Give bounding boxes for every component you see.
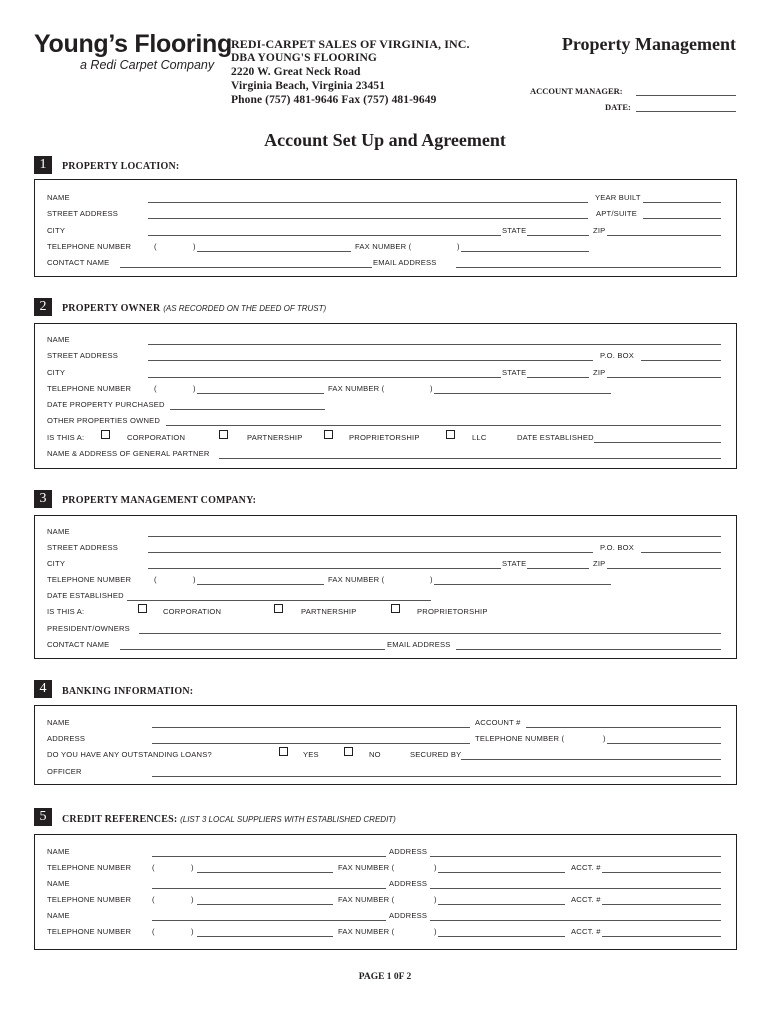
section-2-note: (AS RECORDED ON THE DEED OF TRUST) — [163, 304, 327, 313]
s1-email-field[interactable] — [456, 267, 721, 268]
s3-date-est-field[interactable] — [127, 600, 431, 601]
s5-ref3-acct-field[interactable] — [602, 936, 721, 937]
section-4-title: BANKING INFORMATION: — [62, 686, 194, 697]
s5-ref3-fax-label: FAX NUMBER ( — [338, 927, 395, 936]
s4-name-label: NAME — [47, 718, 70, 727]
s4-account-label: ACCOUNT # — [475, 718, 521, 727]
s5-ref3-fax-field[interactable] — [438, 936, 565, 937]
s3-phone-paren-open: ( — [154, 575, 157, 584]
s5-ref2-phone-paren-close: ) — [191, 895, 194, 904]
s1-phone-label: TELEPHONE NUMBER — [47, 242, 132, 251]
s2-pobox-field[interactable] — [641, 360, 721, 361]
s5-ref3-fax-paren-close: ) — [434, 927, 437, 936]
s2-corporation-checkbox[interactable] — [101, 430, 110, 439]
date-field[interactable] — [636, 111, 736, 112]
brand-name: Young’s Flooring — [34, 30, 232, 58]
s4-account-field[interactable] — [526, 727, 721, 728]
s3-phone-paren-close: ) — [193, 575, 196, 584]
s5-ref1-phone-paren-open: ( — [152, 863, 155, 872]
s5-ref1-phone-field[interactable] — [197, 872, 333, 873]
s1-year-built-label: YEAR BUILT — [595, 193, 641, 202]
s5-ref3-address-label: ADDRESS — [389, 911, 428, 920]
s2-name-label: NAME — [47, 335, 70, 344]
company-dba: DBA YOUNG'S FLOORING — [231, 52, 377, 64]
s4-no-checkbox[interactable] — [344, 747, 353, 756]
s5-ref2-name-field[interactable] — [152, 888, 386, 889]
s1-year-built-field[interactable] — [643, 202, 721, 203]
s3-corporation-label: CORPORATION — [163, 607, 222, 616]
section-3-title: PROPERTY MANAGEMENT COMPANY: — [62, 495, 257, 506]
s5-ref2-fax-field[interactable] — [438, 904, 565, 905]
section-1-number: 1 — [34, 156, 52, 174]
s3-state-field[interactable] — [527, 568, 589, 569]
s4-name-field[interactable] — [152, 727, 470, 728]
s5-ref2-phone-label: TELEPHONE NUMBER — [47, 895, 132, 904]
s3-contact-label: CONTACT NAME — [47, 640, 110, 649]
section-1-title: PROPERTY LOCATION: — [62, 161, 180, 172]
s2-date-purchased-field[interactable] — [170, 409, 325, 410]
s5-ref3-name-label: NAME — [47, 911, 70, 920]
s2-fax-label: FAX NUMBER ( — [328, 384, 385, 393]
s4-secured-label: SECURED BY — [410, 750, 462, 759]
s5-ref1-acct-label: ACCT. # — [571, 863, 601, 872]
s2-gen-partner-field[interactable] — [219, 458, 721, 459]
s5-ref2-fax-paren-close: ) — [434, 895, 437, 904]
s4-secured-field[interactable] — [461, 759, 721, 760]
s1-phone-field[interactable] — [197, 251, 351, 252]
s2-llc-label: LLC — [472, 433, 487, 442]
s3-zip-field[interactable] — [607, 568, 721, 569]
section-2-title-text: PROPERTY OWNER — [62, 303, 161, 314]
s5-ref2-phone-paren-open: ( — [152, 895, 155, 904]
s3-city-field[interactable] — [148, 568, 501, 569]
s2-street-label: STREET ADDRESS — [47, 351, 119, 360]
s3-phone-field[interactable] — [197, 584, 324, 585]
account-manager-field[interactable] — [636, 95, 736, 96]
s5-ref3-phone-paren-close: ) — [191, 927, 194, 936]
s3-fax-field[interactable] — [434, 584, 611, 585]
s4-phone-label: TELEPHONE NUMBER ( — [475, 734, 565, 743]
s5-ref3-phone-label: TELEPHONE NUMBER — [47, 927, 132, 936]
s4-yes-checkbox[interactable] — [279, 747, 288, 756]
s5-ref1-fax-field[interactable] — [438, 872, 565, 873]
s2-partnership-checkbox[interactable] — [219, 430, 228, 439]
company-street: 2220 W. Great Neck Road — [231, 66, 361, 78]
s5-ref1-fax-paren-close: ) — [434, 863, 437, 872]
s2-state-field[interactable] — [527, 377, 589, 378]
s1-state-field[interactable] — [527, 235, 589, 236]
s5-ref2-acct-label: ACCT. # — [571, 895, 601, 904]
s1-fax-field[interactable] — [461, 251, 589, 252]
section-5-title-text: CREDIT REFERENCES: — [62, 814, 178, 825]
s5-ref1-acct-field[interactable] — [602, 872, 721, 873]
s5-ref3-phone-paren-open: ( — [152, 927, 155, 936]
section-3-number: 3 — [34, 490, 52, 508]
s2-other-props-field[interactable] — [166, 425, 721, 426]
brand-tagline: a Redi Carpet Company — [80, 58, 215, 72]
s2-proprietorship-label: PROPRIETORSHIP — [349, 433, 420, 442]
s5-ref1-fax-label: FAX NUMBER ( — [338, 863, 395, 872]
company-city: Virginia Beach, Virginia 23451 — [231, 80, 385, 92]
s2-city-label: CITY — [47, 368, 66, 377]
s2-street-field[interactable] — [148, 360, 593, 361]
s5-ref3-phone-field[interactable] — [197, 936, 333, 937]
section-4-number: 4 — [34, 680, 52, 698]
s4-officer-label: OFFICER — [47, 767, 82, 776]
s3-phone-label: TELEPHONE NUMBER — [47, 575, 132, 584]
s1-name-label: NAME — [47, 193, 70, 202]
s1-phone-paren-close: ) — [193, 242, 196, 251]
s3-proprietorship-checkbox[interactable] — [391, 604, 400, 613]
s2-state-label: STATE — [502, 368, 527, 377]
s5-ref1-name-field[interactable] — [152, 856, 386, 857]
s3-proprietorship-label: PROPRIETORSHIP — [417, 607, 488, 616]
s2-zip-field[interactable] — [607, 377, 721, 378]
s2-llc-checkbox[interactable] — [446, 430, 455, 439]
s5-ref1-phone-label: TELEPHONE NUMBER — [47, 863, 132, 872]
s3-zip-label: ZIP — [593, 559, 606, 568]
s4-officer-field[interactable] — [152, 776, 721, 777]
s3-city-label: CITY — [47, 559, 66, 568]
page-number: PAGE 1 0F 2 — [358, 972, 412, 982]
s3-name-field[interactable] — [148, 536, 721, 537]
s2-date-est-label: DATE ESTABLISHED — [517, 433, 594, 442]
s1-email-label: EMAIL ADDRESS — [373, 258, 437, 267]
s2-name-field[interactable] — [148, 344, 721, 345]
s2-partnership-label: PARTNERSHIP — [247, 433, 303, 442]
s1-apt-label: APT/SUITE — [596, 209, 638, 218]
s3-president-label: PRESIDENT/OWNERS — [47, 624, 130, 633]
section-5-number: 5 — [34, 808, 52, 826]
s4-address-field[interactable] — [152, 743, 470, 744]
s2-corporation-label: CORPORATION — [127, 433, 186, 442]
s5-ref3-name-field[interactable] — [152, 920, 386, 921]
s2-proprietorship-checkbox[interactable] — [324, 430, 333, 439]
s4-phone-paren-close: ) — [603, 734, 606, 743]
s5-ref1-phone-paren-close: ) — [191, 863, 194, 872]
s4-address-label: ADDRESS — [47, 734, 86, 743]
s5-ref1-address-field[interactable] — [430, 856, 721, 857]
s3-street-field[interactable] — [148, 552, 593, 553]
s5-ref3-address-field[interactable] — [430, 920, 721, 921]
s2-is-this-label: IS THIS A: — [47, 433, 85, 442]
s3-street-label: STREET ADDRESS — [47, 543, 119, 552]
s5-ref2-address-field[interactable] — [430, 888, 721, 889]
s1-city-field[interactable] — [148, 235, 501, 236]
s4-yes-label: YES — [303, 750, 319, 759]
section-2-title — [62, 303, 326, 314]
s3-president-field[interactable] — [139, 633, 721, 634]
s2-phone-paren-open: ( — [154, 384, 157, 393]
s3-contact-field[interactable] — [120, 649, 385, 650]
s2-other-props-label: OTHER PROPERTIES OWNED — [47, 416, 161, 425]
s3-email-label: EMAIL ADDRESS — [387, 640, 451, 649]
s3-pobox-field[interactable] — [641, 552, 721, 553]
s3-partnership-checkbox[interactable] — [274, 604, 283, 613]
company-phone-fax: Phone (757) 481-9646 Fax (757) 481-9649 — [231, 94, 437, 106]
s1-street-label: STREET ADDRESS — [47, 209, 119, 218]
s1-zip-field[interactable] — [607, 235, 721, 236]
s4-phone-field[interactable] — [607, 743, 721, 744]
s5-ref2-acct-field[interactable] — [602, 904, 721, 905]
s2-date-est-field[interactable] — [594, 442, 721, 443]
section-4-box — [34, 705, 737, 785]
s3-date-est-label: DATE ESTABLISHED — [47, 591, 124, 600]
s5-ref3-acct-label: ACCT. # — [571, 927, 601, 936]
s3-name-label: NAME — [47, 527, 70, 536]
s2-zip-label: ZIP — [593, 368, 606, 377]
section-5-note: (LIST 3 LOCAL SUPPLIERS WITH ESTABLISHED CREDIT) — [180, 815, 396, 824]
s5-ref1-name-label: NAME — [47, 847, 70, 856]
s1-contact-label: CONTACT NAME — [47, 258, 110, 267]
s5-ref2-name-label: NAME — [47, 879, 70, 888]
s3-fax-label: FAX NUMBER ( — [328, 575, 385, 584]
s3-partnership-label: PARTNERSHIP — [301, 607, 357, 616]
s2-fax-field[interactable] — [434, 393, 611, 394]
s1-street-field[interactable] — [148, 218, 588, 219]
s4-no-label: NO — [369, 750, 381, 759]
company-name: REDI-CARPET SALES OF VIRGINIA, INC. — [231, 37, 470, 51]
s3-fax-paren-close: ) — [430, 575, 433, 584]
s1-name-field[interactable] — [148, 202, 588, 203]
s1-apt-field[interactable] — [643, 218, 721, 219]
s5-ref1-address-label: ADDRESS — [389, 847, 428, 856]
s1-fax-paren-close: ) — [457, 242, 460, 251]
s5-ref2-phone-field[interactable] — [197, 904, 333, 905]
s1-zip-label: ZIP — [593, 226, 606, 235]
s2-phone-field[interactable] — [197, 393, 324, 394]
s2-phone-label: TELEPHONE NUMBER — [47, 384, 132, 393]
s3-corporation-checkbox[interactable] — [138, 604, 147, 613]
s2-gen-partner-label: NAME & ADDRESS OF GENERAL PARTNER — [47, 449, 210, 458]
account-manager-label: ACCOUNT MANAGER: — [530, 86, 623, 96]
s2-date-purchased-label: DATE PROPERTY PURCHASED — [47, 400, 165, 409]
s1-fax-label: FAX NUMBER ( — [355, 242, 412, 251]
s2-phone-paren-close: ) — [193, 384, 196, 393]
s4-loans-label: DO YOU HAVE ANY OUTSTANDING LOANS? — [47, 750, 212, 759]
s1-city-label: CITY — [47, 226, 66, 235]
s3-pobox-label: P.O. BOX — [600, 543, 634, 552]
s3-email-field[interactable] — [456, 649, 721, 650]
s1-phone-paren-open: ( — [154, 242, 157, 251]
document-type: Property Management — [561, 34, 736, 54]
s2-city-field[interactable] — [148, 377, 501, 378]
s3-state-label: STATE — [502, 559, 527, 568]
section-5-title — [62, 814, 396, 825]
s5-ref2-fax-label: FAX NUMBER ( — [338, 895, 395, 904]
date-label: DATE: — [605, 102, 631, 112]
section-2-number: 2 — [34, 298, 52, 316]
s2-pobox-label: P.O. BOX — [600, 351, 634, 360]
form-title: Account Set Up and Agreement — [264, 130, 506, 150]
s2-fax-paren-close: ) — [430, 384, 433, 393]
s1-contact-field[interactable] — [120, 267, 372, 268]
s1-state-label: STATE — [502, 226, 527, 235]
s3-is-this-label: IS THIS A: — [47, 607, 85, 616]
s5-ref2-address-label: ADDRESS — [389, 879, 428, 888]
